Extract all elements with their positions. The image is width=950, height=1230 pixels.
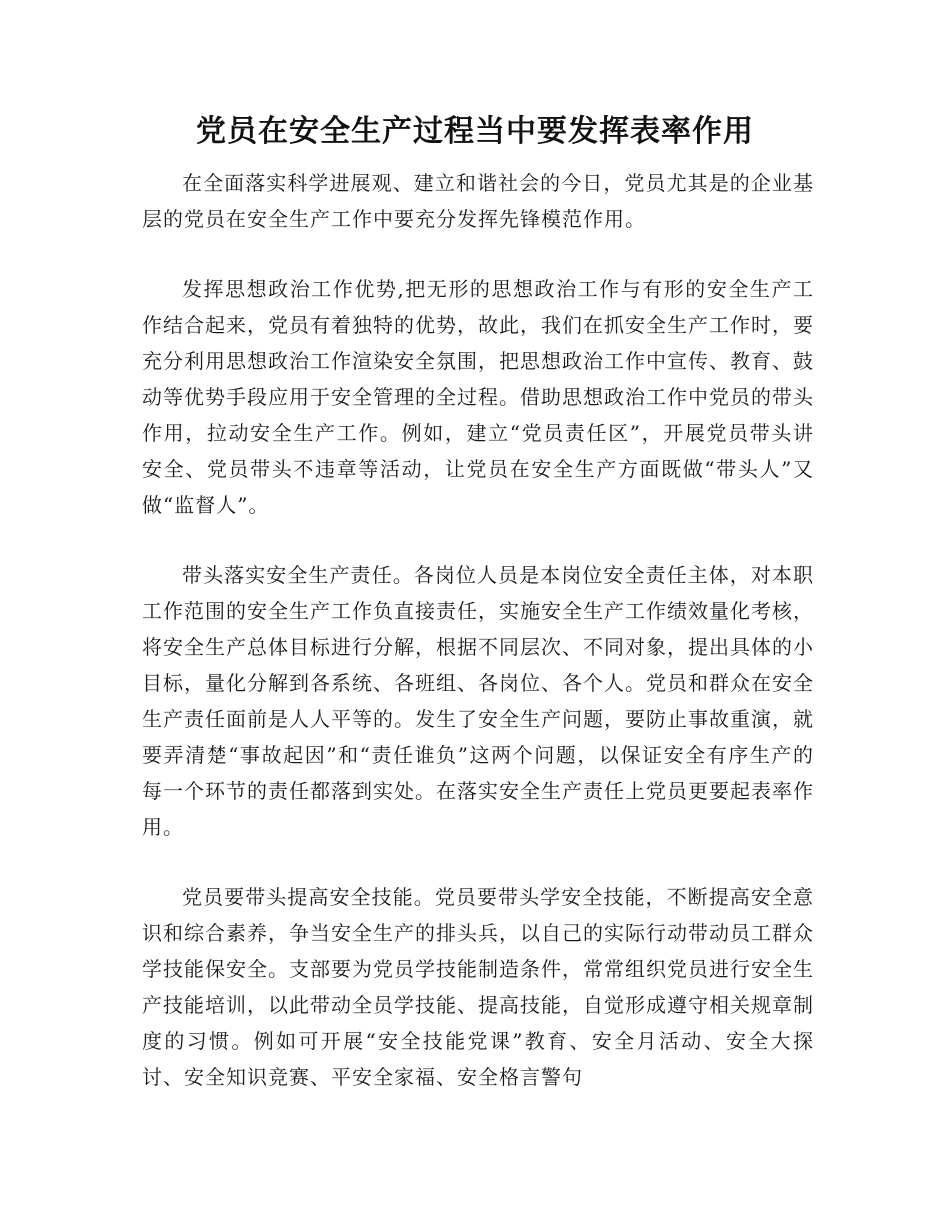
document-body bbox=[142, 165, 814, 1129]
paragraph-political-work: 发挥思想政治工作优势,把无形的思想政治工作与有形的安全生产工作结合起来，党员有着独特的优势，故此，我们在抓安全生产工作时，要充分利用思想政治工作渲染安全氛围，把思想政治工作中宣传、教育、鼓动等优势手段应用于安全管理的全过程。借助思想政治工作中党员的带头作用，拉动安全生产工作。例如，建立“党员责任区”，开展党员带头讲安全、党员带头不违章等活动，让党员在安全生产方面既做“带头人”又做“监督人”。 bbox=[142, 277, 814, 517]
paragraph-responsibility: 带头落实安全生产责任。各岗位人员是本岗位安全责任主体，对本职工作范围的安全生产工作负直接责任，实施安全生产工作绩效量化考核，将安全生产总体目标进行分解，根据不同层次、不同对象，提出具体的小目标，量化分解到各系统、各班组、各岗位、各个人。党员和群众在安全生产责任面前是人人平等的。发生了安全生产问题，要防止事故重演，就要弄清楚“事故起因”和“责任谁负”这两个问题，以保证安全有序生产的每一个环节的责任都落到实处。在落实安全生产责任上党员更要起表率作用。 bbox=[142, 563, 814, 839]
paragraph-safety-skills: 党员要带头提高安全技能。党员要带头学安全技能，不断提高安全意识和综合素养，争当安全生产的排头兵，以自己的实际行动带动员工群众学技能保安全。支部要为党员学技能制造条件，常常组织党员进行安全生产技能培训，以此带动全员学技能、提高技能，自觉形成遵守相关规章制度的习惯。例如可开展“安全技能党课”教育、安全月活动、安全大探讨、安全知识竞赛、平安全家福、安全格言警句 bbox=[142, 885, 814, 1089]
document-title: 党员在安全生产过程当中要发挥表率作用 bbox=[196, 114, 754, 149]
paragraph-intro: 在全面落实科学进展观、建立和谐社会的今日，党员尤其是的企业基层的党员在安全生产工作中要充分发挥先锋模范作用。 bbox=[142, 171, 814, 231]
